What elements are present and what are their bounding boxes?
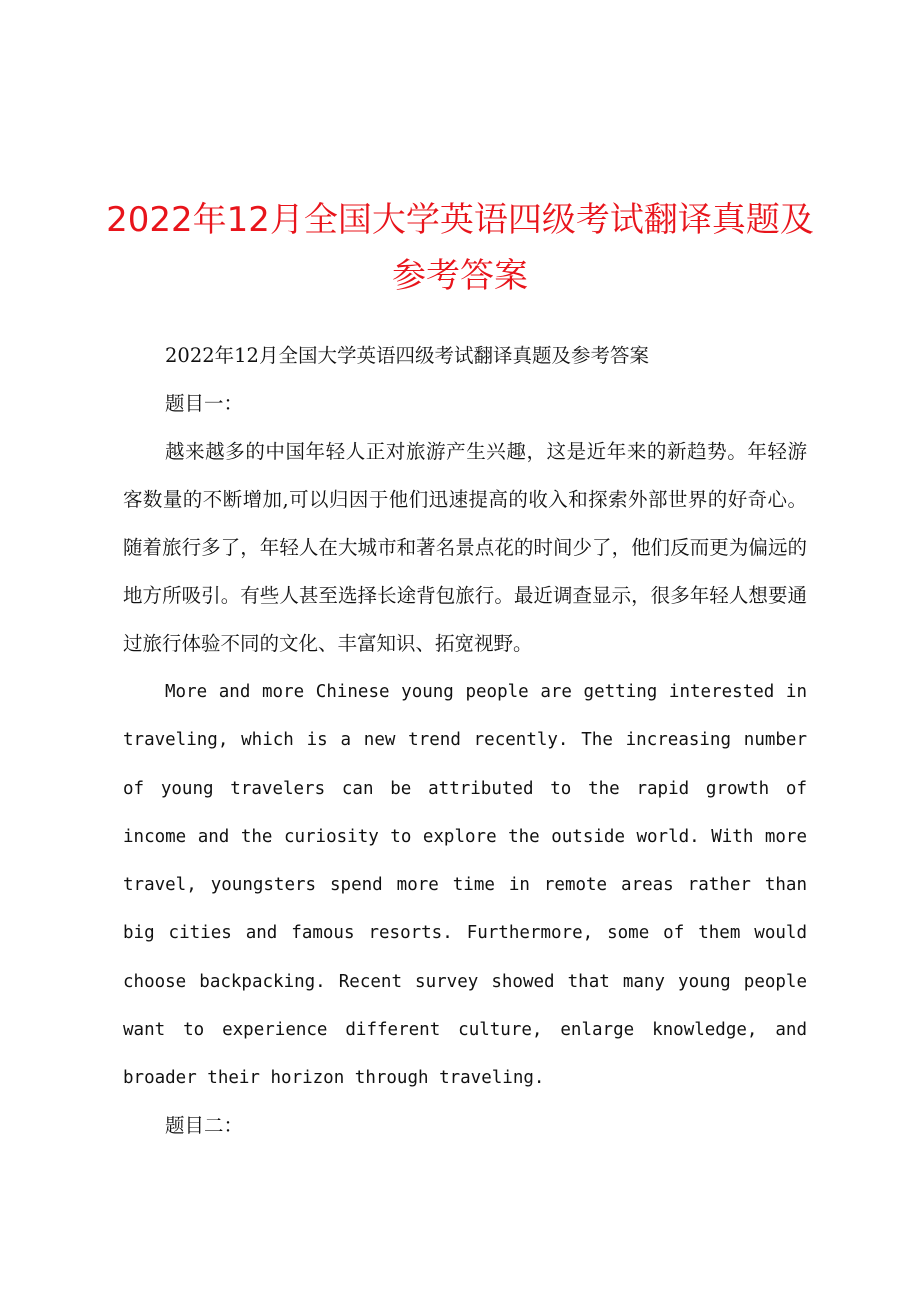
heading-line: 2022年12月全国大学英语四级考试翻译真题及参考答案 xyxy=(165,344,649,367)
document-title: 2022年12月全国大学英语四级考试翻译真题及参考答案 xyxy=(106,200,814,296)
question-1-english-translation: More and more Chinese young people are getting interested in traveling, which is a new trend recently. The increasing number of young travelers can be attributed to the rapid growth of income and the curiosity to explore the outside world. With more travel, youngsters spend more time in remote areas rather than big cities and famous resorts. Furthermore, some of them would choose backpacking. Recent survey showed that many young people want to experience different culture, enlarge knowledge, and broader their horizon through traveling. xyxy=(123,682,807,1089)
question-1-label: 题目一： xyxy=(165,392,244,415)
question-2-label: 题目二： xyxy=(165,1114,244,1137)
question-1-chinese-passage: 越来越多的中国年轻人正对旅游产生兴趣，这是近年来的新趋势。年轻游客数量的不断增加,可以归因于他们迅速提高的收入和探索外部世界的好奇心。随着旅行多了，年轻人在大城市和著名景点花的时间少了，他们反而更为偏远的地方所吸引。有些人甚至选择长途背包旅行。最近调查显示，很多年轻人想要通过旅行体验不同的文化、丰富知识、拓宽视野。 xyxy=(123,440,807,655)
